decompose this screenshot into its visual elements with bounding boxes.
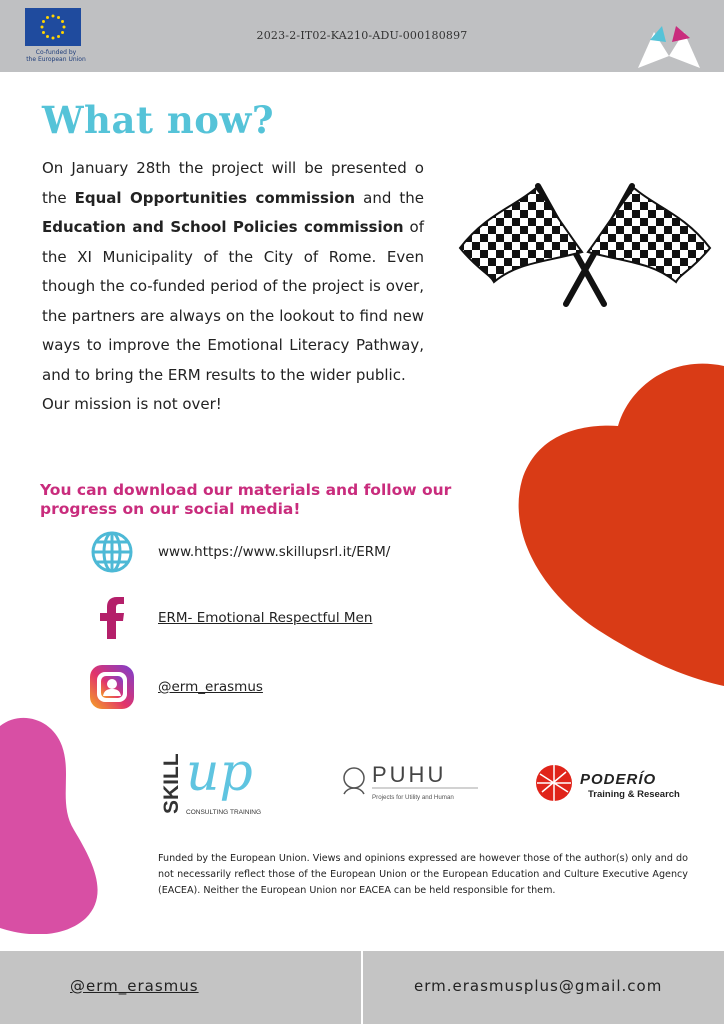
body-text-3: of the XI Municipality of the City of Rome. Even though the co-funded period of the project is over, the partners are always on the lookout to find new ways to improve the Emotional Literacy Pathway, and to bring the ERM results to the wider public. — [42, 218, 424, 384]
eu-star — [61, 20, 64, 23]
partner-logo-puhu — [340, 758, 480, 808]
skillup-script-text: up — [186, 744, 253, 803]
facebook-row[interactable] — [88, 594, 372, 642]
decorative-red-blob — [518, 360, 724, 690]
eu-caption — [25, 49, 87, 63]
instagram-link[interactable]: @erm_erasmus — [158, 679, 263, 695]
checkered-flags-icon — [456, 178, 714, 320]
skillup-main-text: SKILL — [160, 753, 183, 814]
mission-line: Our mission is not over! — [42, 395, 222, 413]
footer-instagram-handle[interactable]: @erm_erasmus — [70, 977, 199, 995]
project-code: 2023-2-IT02-KA210-ADU-000180897 — [256, 29, 468, 42]
body-bold-1: Equal Opportunities commission — [74, 188, 356, 207]
erm-brand-logo — [636, 18, 702, 70]
eu-caption-line2: the European Union — [26, 56, 86, 63]
puhu-main-text: PUHU — [372, 762, 447, 787]
funding-disclaimer: Funded by the European Union. Views and opinions expressed are however those of the author(s) only and do not necessarily reflect those of the European Union or the European Education and Culture Executive Agency (EACEA). Neither the European Union nor EACEA can be held responsible for them. — [158, 853, 688, 897]
puhu-sub-text: Projects for Utility and Human — [372, 794, 454, 801]
eu-star — [57, 16, 60, 19]
body-text-1: On January 28th the project will be presented o the — [42, 159, 424, 207]
body-paragraph — [42, 154, 424, 420]
instagram-row[interactable] — [88, 663, 263, 711]
footer-divider — [361, 951, 363, 1024]
website-link[interactable]: www.https://www.skillupsrl.it/ERM/ — [158, 544, 391, 560]
header-bar — [0, 0, 724, 72]
eu-star — [42, 20, 45, 23]
body-text-2: and the — [355, 188, 424, 207]
footer-email[interactable]: erm.erasmusplus@gmail.com — [414, 977, 663, 995]
eu-star — [52, 15, 55, 18]
website-row[interactable] — [88, 528, 390, 576]
body-bold-2: Education and School Policies commission — [42, 218, 404, 236]
globe-icon — [88, 528, 136, 576]
page-title: What now? — [42, 98, 275, 142]
skillup-sub1-text: CONSULTING — [186, 809, 229, 816]
eu-caption-line1: Co-funded by — [35, 49, 77, 56]
partner-logo-poderio — [534, 762, 694, 804]
skillup-sub2-text: TRAINING — [230, 809, 262, 816]
download-callout: You can download our materials and follow our progress on our social media! — [40, 481, 452, 518]
footer-bar — [0, 951, 724, 1024]
partner-logo-skillup — [160, 744, 270, 816]
facebook-icon — [88, 594, 136, 642]
facebook-link[interactable]: ERM- Emotional Respectful Men — [158, 610, 373, 626]
instagram-icon — [88, 663, 136, 711]
eu-star — [46, 16, 49, 19]
poderio-main-text: PODERÍO — [580, 771, 657, 788]
decorative-pink-blob — [0, 712, 100, 934]
poderio-sub-text: Training & Research — [588, 789, 680, 800]
